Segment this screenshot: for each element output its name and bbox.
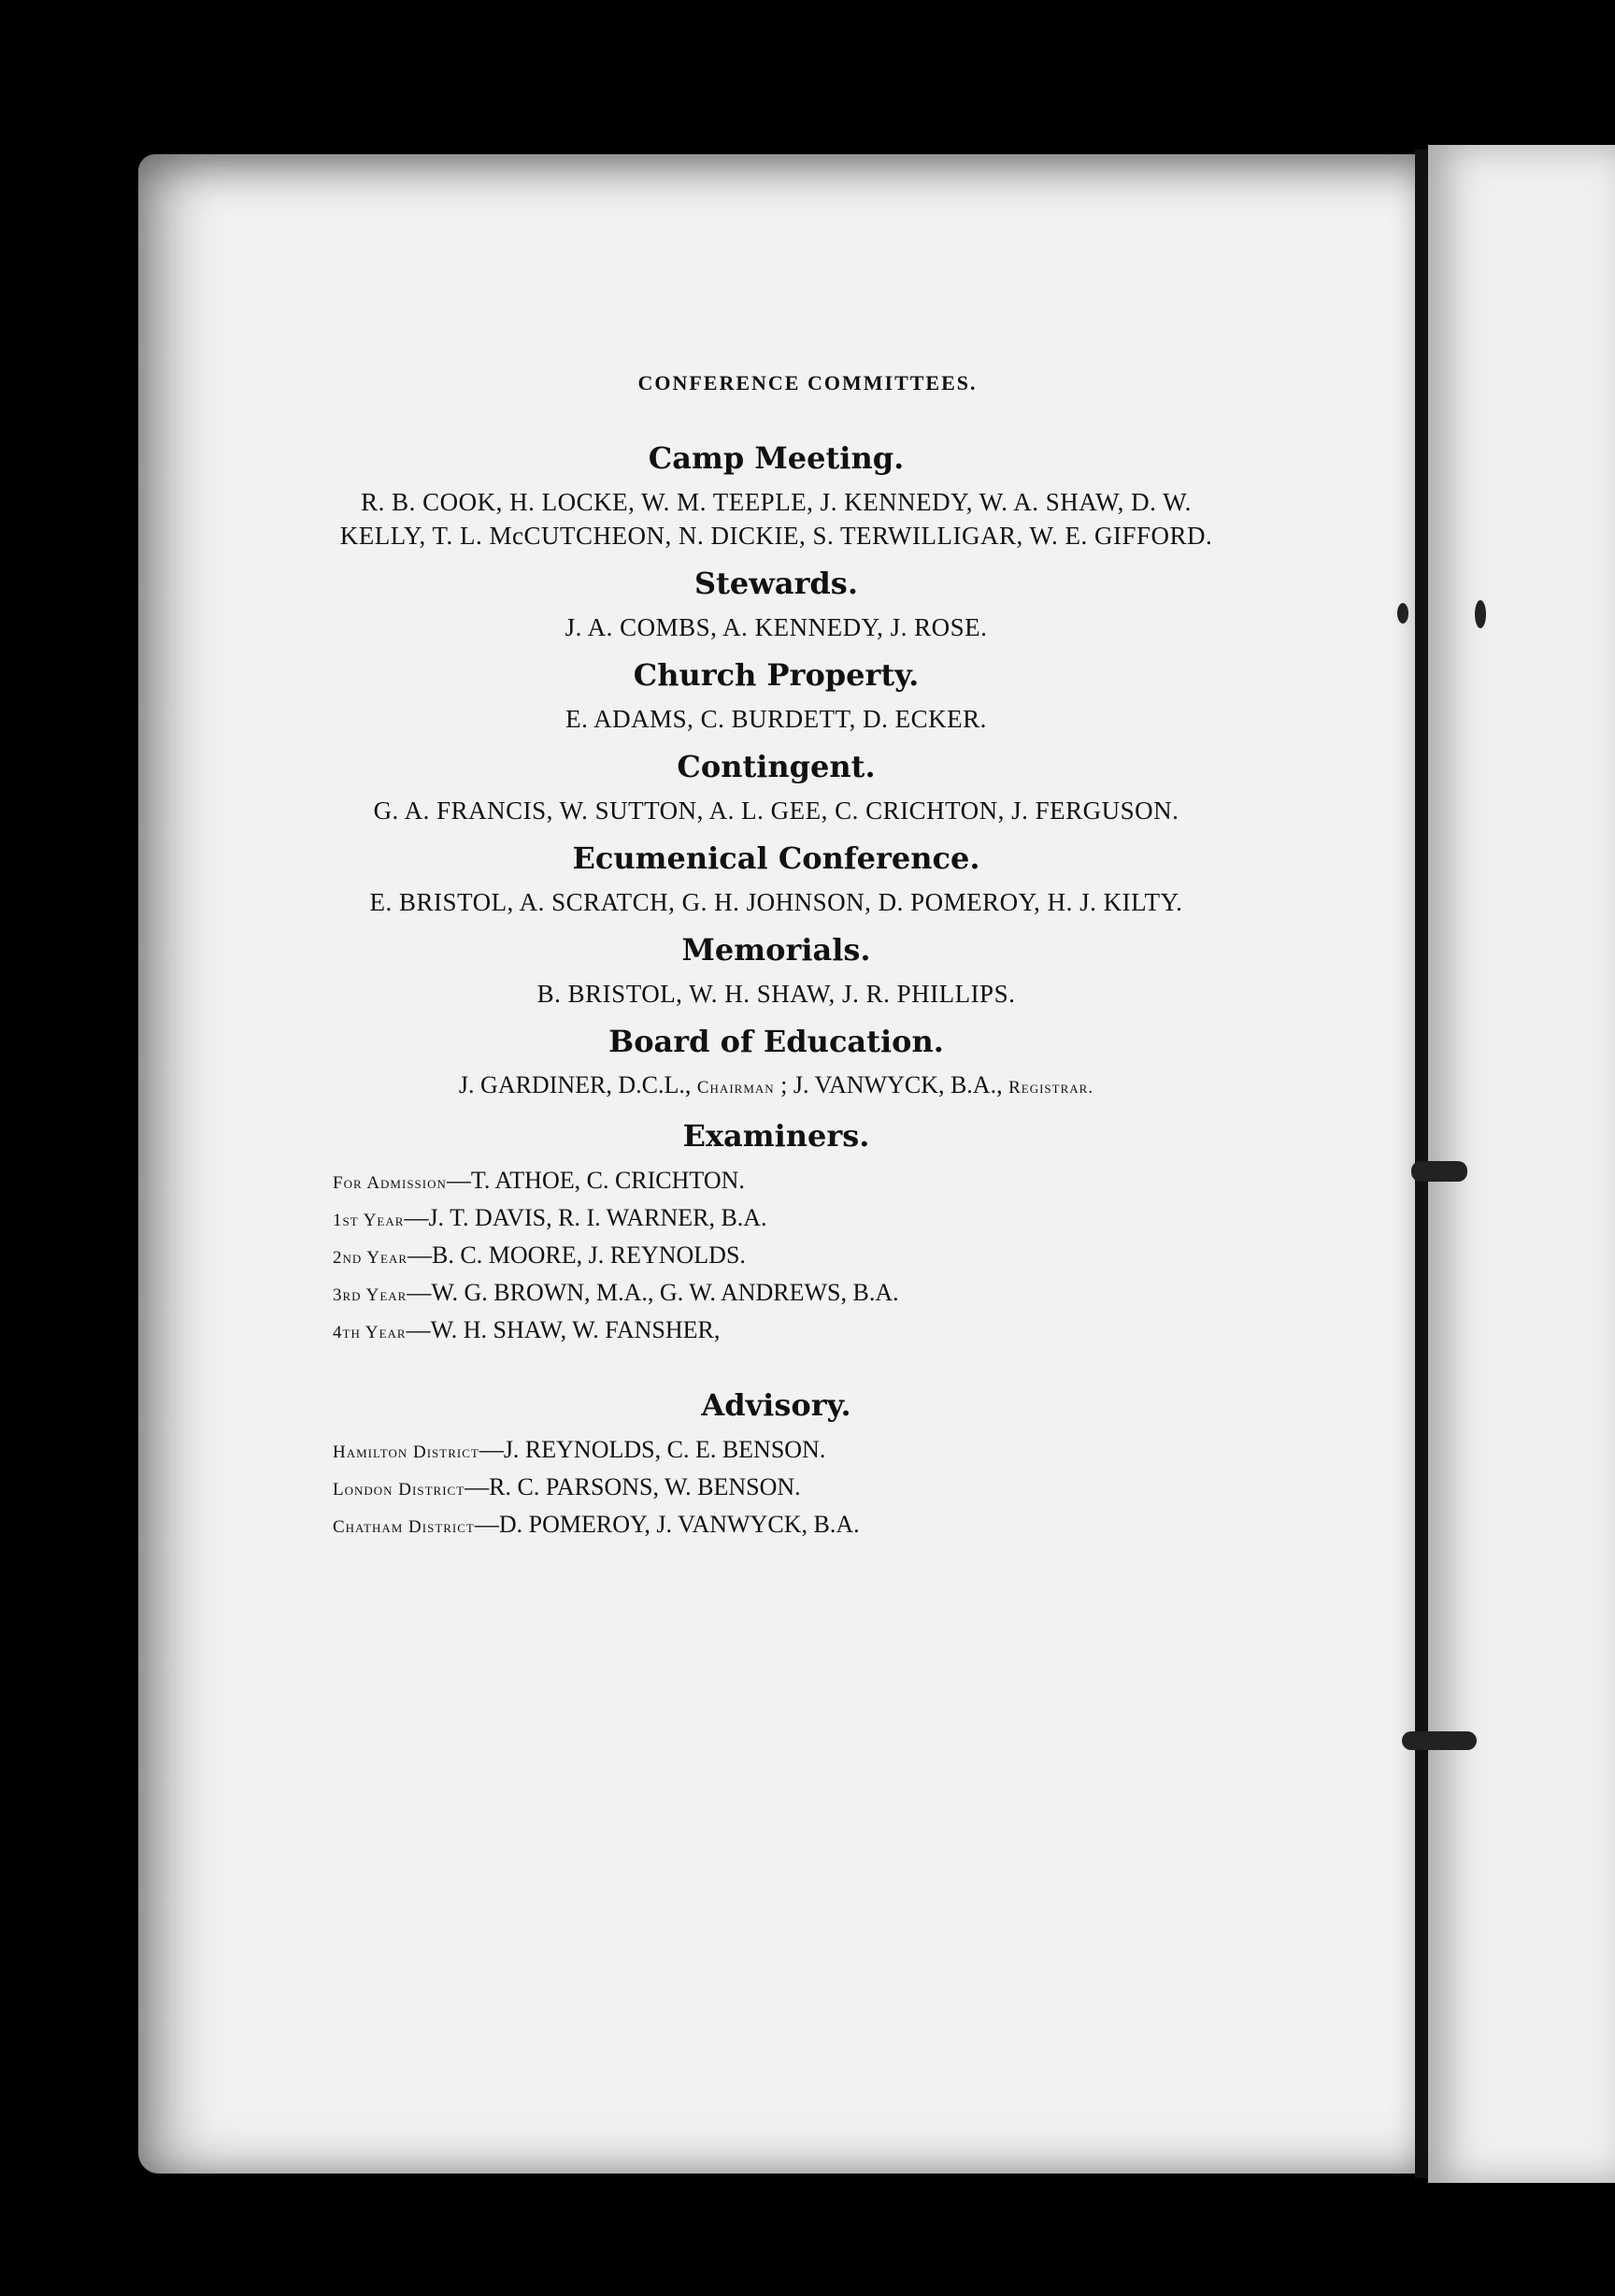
advisory-names: —R. C. PARSONS, W. BENSON. [464, 1473, 801, 1500]
examiner-names: —J. T. DAVIS, R. I. WARNER, B.A. [404, 1204, 767, 1231]
advisory-list [325, 1432, 1227, 1544]
district-label: London District [333, 1480, 465, 1500]
board-of-education [325, 1024, 1227, 1105]
committee-list [325, 435, 1227, 1557]
list-item [333, 1163, 1227, 1200]
list-item [333, 1313, 1227, 1350]
list-item [333, 1507, 1227, 1544]
committee-members: B. BRISTOL, W. H. SHAW, J. R. PHILLIPS. [536, 980, 1016, 1008]
committee-members: E. ADAMS, C. BURDETT, D. ECKER. [565, 705, 987, 733]
chair-name: J. GARDINER, D.C.L., [458, 1071, 692, 1098]
committee-heading: Ecumenical Conference. [572, 840, 980, 876]
committee-members: R. B. COOK, H. LOCKE, W. M. TEEPLE, J. KENNEDY, W. A. SHAW, D. W. KELLY, T. L. McCUTCHEON, N. DICKIE, S. TERWILLIGAR, W. E. GIFFORD. [339, 488, 1213, 550]
list-item [333, 1470, 1227, 1507]
year-label: 1st Year [333, 1211, 405, 1230]
ink-speck [1397, 603, 1408, 624]
committee-members: G. A. FRANCIS, W. SUTTON, A. L. GEE, C. CRICHTON, J. FERGUSON. [373, 796, 1179, 825]
examiner-names: —W. G. BROWN, M.A., G. W. ANDREWS, B.A. [407, 1279, 899, 1306]
committee-heading: Church Property. [633, 657, 920, 693]
committee-heading: Contingent. [677, 749, 876, 784]
district-label: Hamilton District [333, 1442, 479, 1462]
committee-camp-meeting [325, 440, 1227, 552]
committee-church-property [325, 657, 1227, 736]
board-heading: Board of Education. [608, 1024, 944, 1059]
running-head: CONFERENCE COMMITTEES. [637, 371, 978, 395]
advisory-heading: Advisory. [701, 1387, 851, 1423]
year-label: 4th Year [333, 1323, 407, 1342]
advisory-names: —J. REYNOLDS, C. E. BENSON. [479, 1436, 826, 1463]
committee-members: E. BRISTOL, A. SCRATCH, G. H. JOHNSON, D. POMEROY, H. J. KILTY. [369, 888, 1183, 916]
committee-stewards [325, 566, 1227, 644]
binding-hole [1411, 1161, 1467, 1182]
committee-heading: Stewards. [694, 566, 858, 601]
committee-heading: Camp Meeting. [648, 440, 905, 476]
chair-title: Chairman [696, 1078, 775, 1098]
binding-hole [1402, 1731, 1477, 1750]
spacer [325, 1363, 1227, 1382]
separator: ; [780, 1071, 788, 1098]
board-officers [325, 1069, 1227, 1105]
committee-heading: Memorials. [681, 932, 871, 968]
registrar-title: Registrar. [1008, 1078, 1094, 1098]
examiner-names: —B. C. MOORE, J. REYNOLDS. [407, 1241, 746, 1269]
district-label: Chatham District [333, 1517, 475, 1537]
list-item [333, 1200, 1227, 1238]
list-item [333, 1238, 1227, 1275]
list-item [333, 1275, 1227, 1313]
examiners-heading: Examiners. [682, 1118, 870, 1154]
advisory [325, 1387, 1227, 1544]
year-label: For Admission [333, 1173, 447, 1193]
examiners-list [325, 1163, 1227, 1350]
committee-memorials [325, 932, 1227, 1011]
committee-ecumenical-conference [325, 840, 1227, 919]
examiner-names: —W. H. SHAW, W. FANSHER, [406, 1316, 721, 1343]
list-item [333, 1432, 1227, 1470]
examiners [325, 1118, 1227, 1350]
examiner-names: —T. ATHOE, C. CRICHTON. [446, 1167, 745, 1194]
registrar-name: J. VANWYCK, B.A., [793, 1071, 1003, 1098]
advisory-names: —D. POMEROY, J. VANWYCK, B.A. [474, 1511, 860, 1538]
year-label: 2nd Year [333, 1248, 408, 1268]
committee-members: J. A. COMBS, A. KENNEDY, J. ROSE. [565, 613, 988, 641]
committee-contingent [325, 749, 1227, 827]
year-label: 3rd Year [333, 1285, 407, 1305]
ink-speck [1475, 600, 1486, 628]
